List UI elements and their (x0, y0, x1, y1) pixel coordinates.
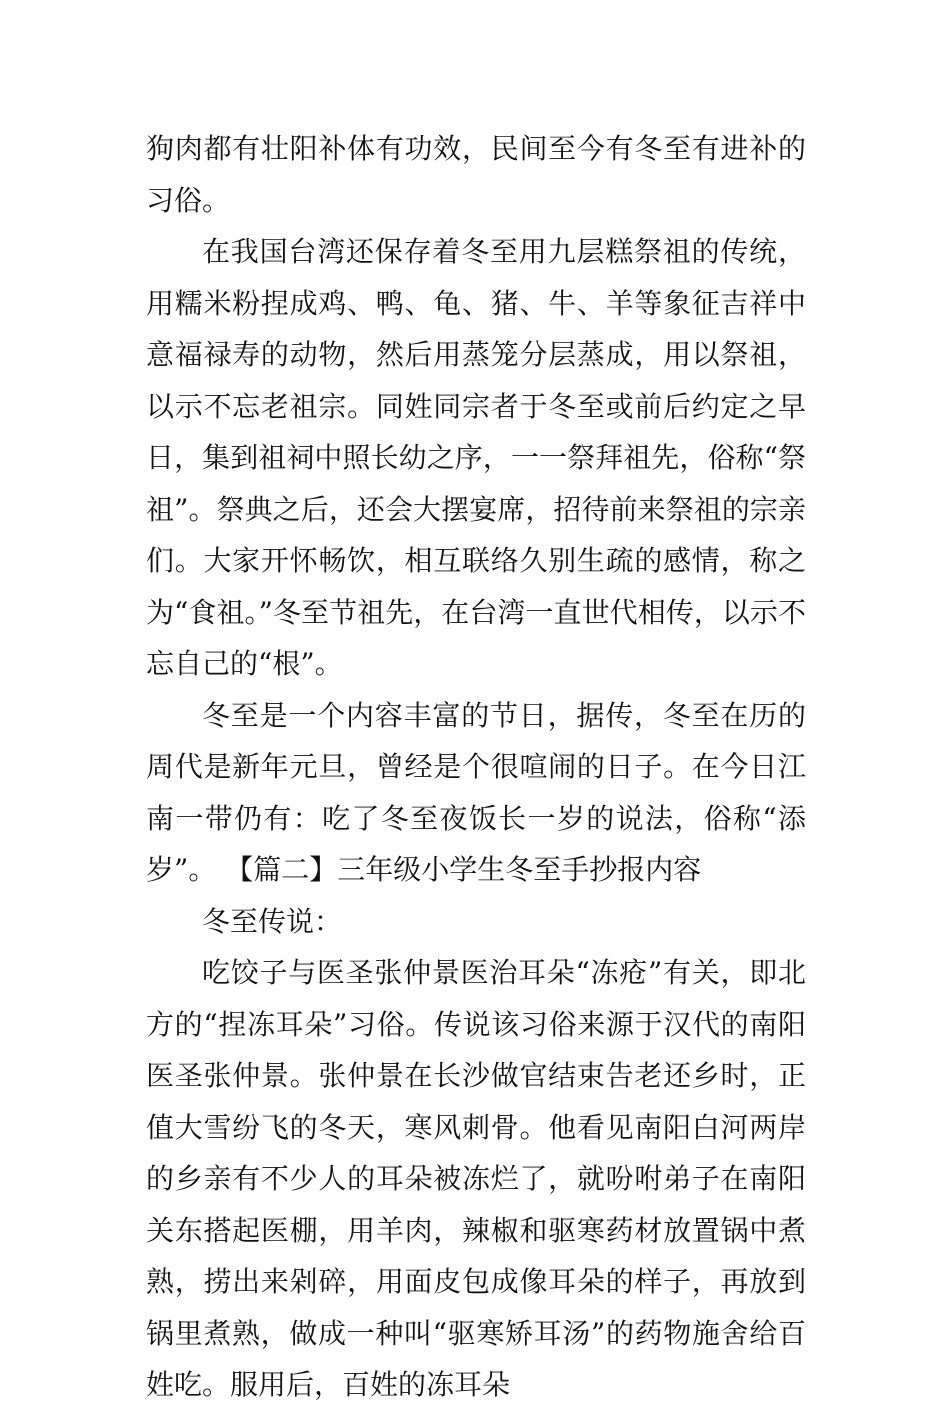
paragraph-1: 狗肉都有壮阳补体有功效，民间至今有冬至有进补的习俗。 (146, 132, 806, 217)
paragraph-4: 冬至传说： (202, 904, 343, 938)
document-body (146, 123, 806, 1411)
paragraph-3: 冬至是一个内容丰富的节日，据传，冬至在历的周代是新年元旦，曾经是个很喧闹的日子。在今日江南一带仍有：吃了冬至夜饭长一岁的说法，俗称“添岁”。 【篇二】三年级小学生冬至手抄报内容 (146, 698, 806, 886)
paragraph-5: 吃饺子与医圣张仲景医治耳朵“冻疮”有关，即北方的“捏冻耳朵”习俗。传说该习俗来源于汉代的南阳医圣张仲景。张仲景在长沙做官结束告老还乡时，正值大雪纷飞的冬天，寒风刺骨。他看见南阳白河两岸的乡亲有不少人的耳朵被冻烂了，就吩咐弟子在南阳关东搭起医棚，用羊肉，辣椒和驱寒药材放置锅中煮熟，捞出来剁碎，用面皮包成像耳朵的样子，再放到锅里煮熟，做成一种叫“驱寒矫耳汤”的药物施舍给百姓吃。服用后，百姓的冻耳朵 (146, 956, 806, 1401)
paragraph-2: 在我国台湾还保存着冬至用九层糕祭祖的传统，用糯米粉捏成鸡、鸭、龟、猪、牛、羊等象征吉祥中意福禄寿的动物，然后用蒸笼分层蒸成，用以祭祖，以示不忘老祖宗。同姓同宗者于冬至或前后约定之早日，集到祖祠中照长幼之序，一一祭拜祖先，俗称“祭祖”。祭典之后，还会大摆宴席，招待前来祭祖的宗亲们。大家开怀畅饮，相互联络久别生疏的感情，称之为“食祖。”冬至节祖先，在台湾一直世代相传，以示不忘自己的“根”。 (146, 235, 806, 680)
